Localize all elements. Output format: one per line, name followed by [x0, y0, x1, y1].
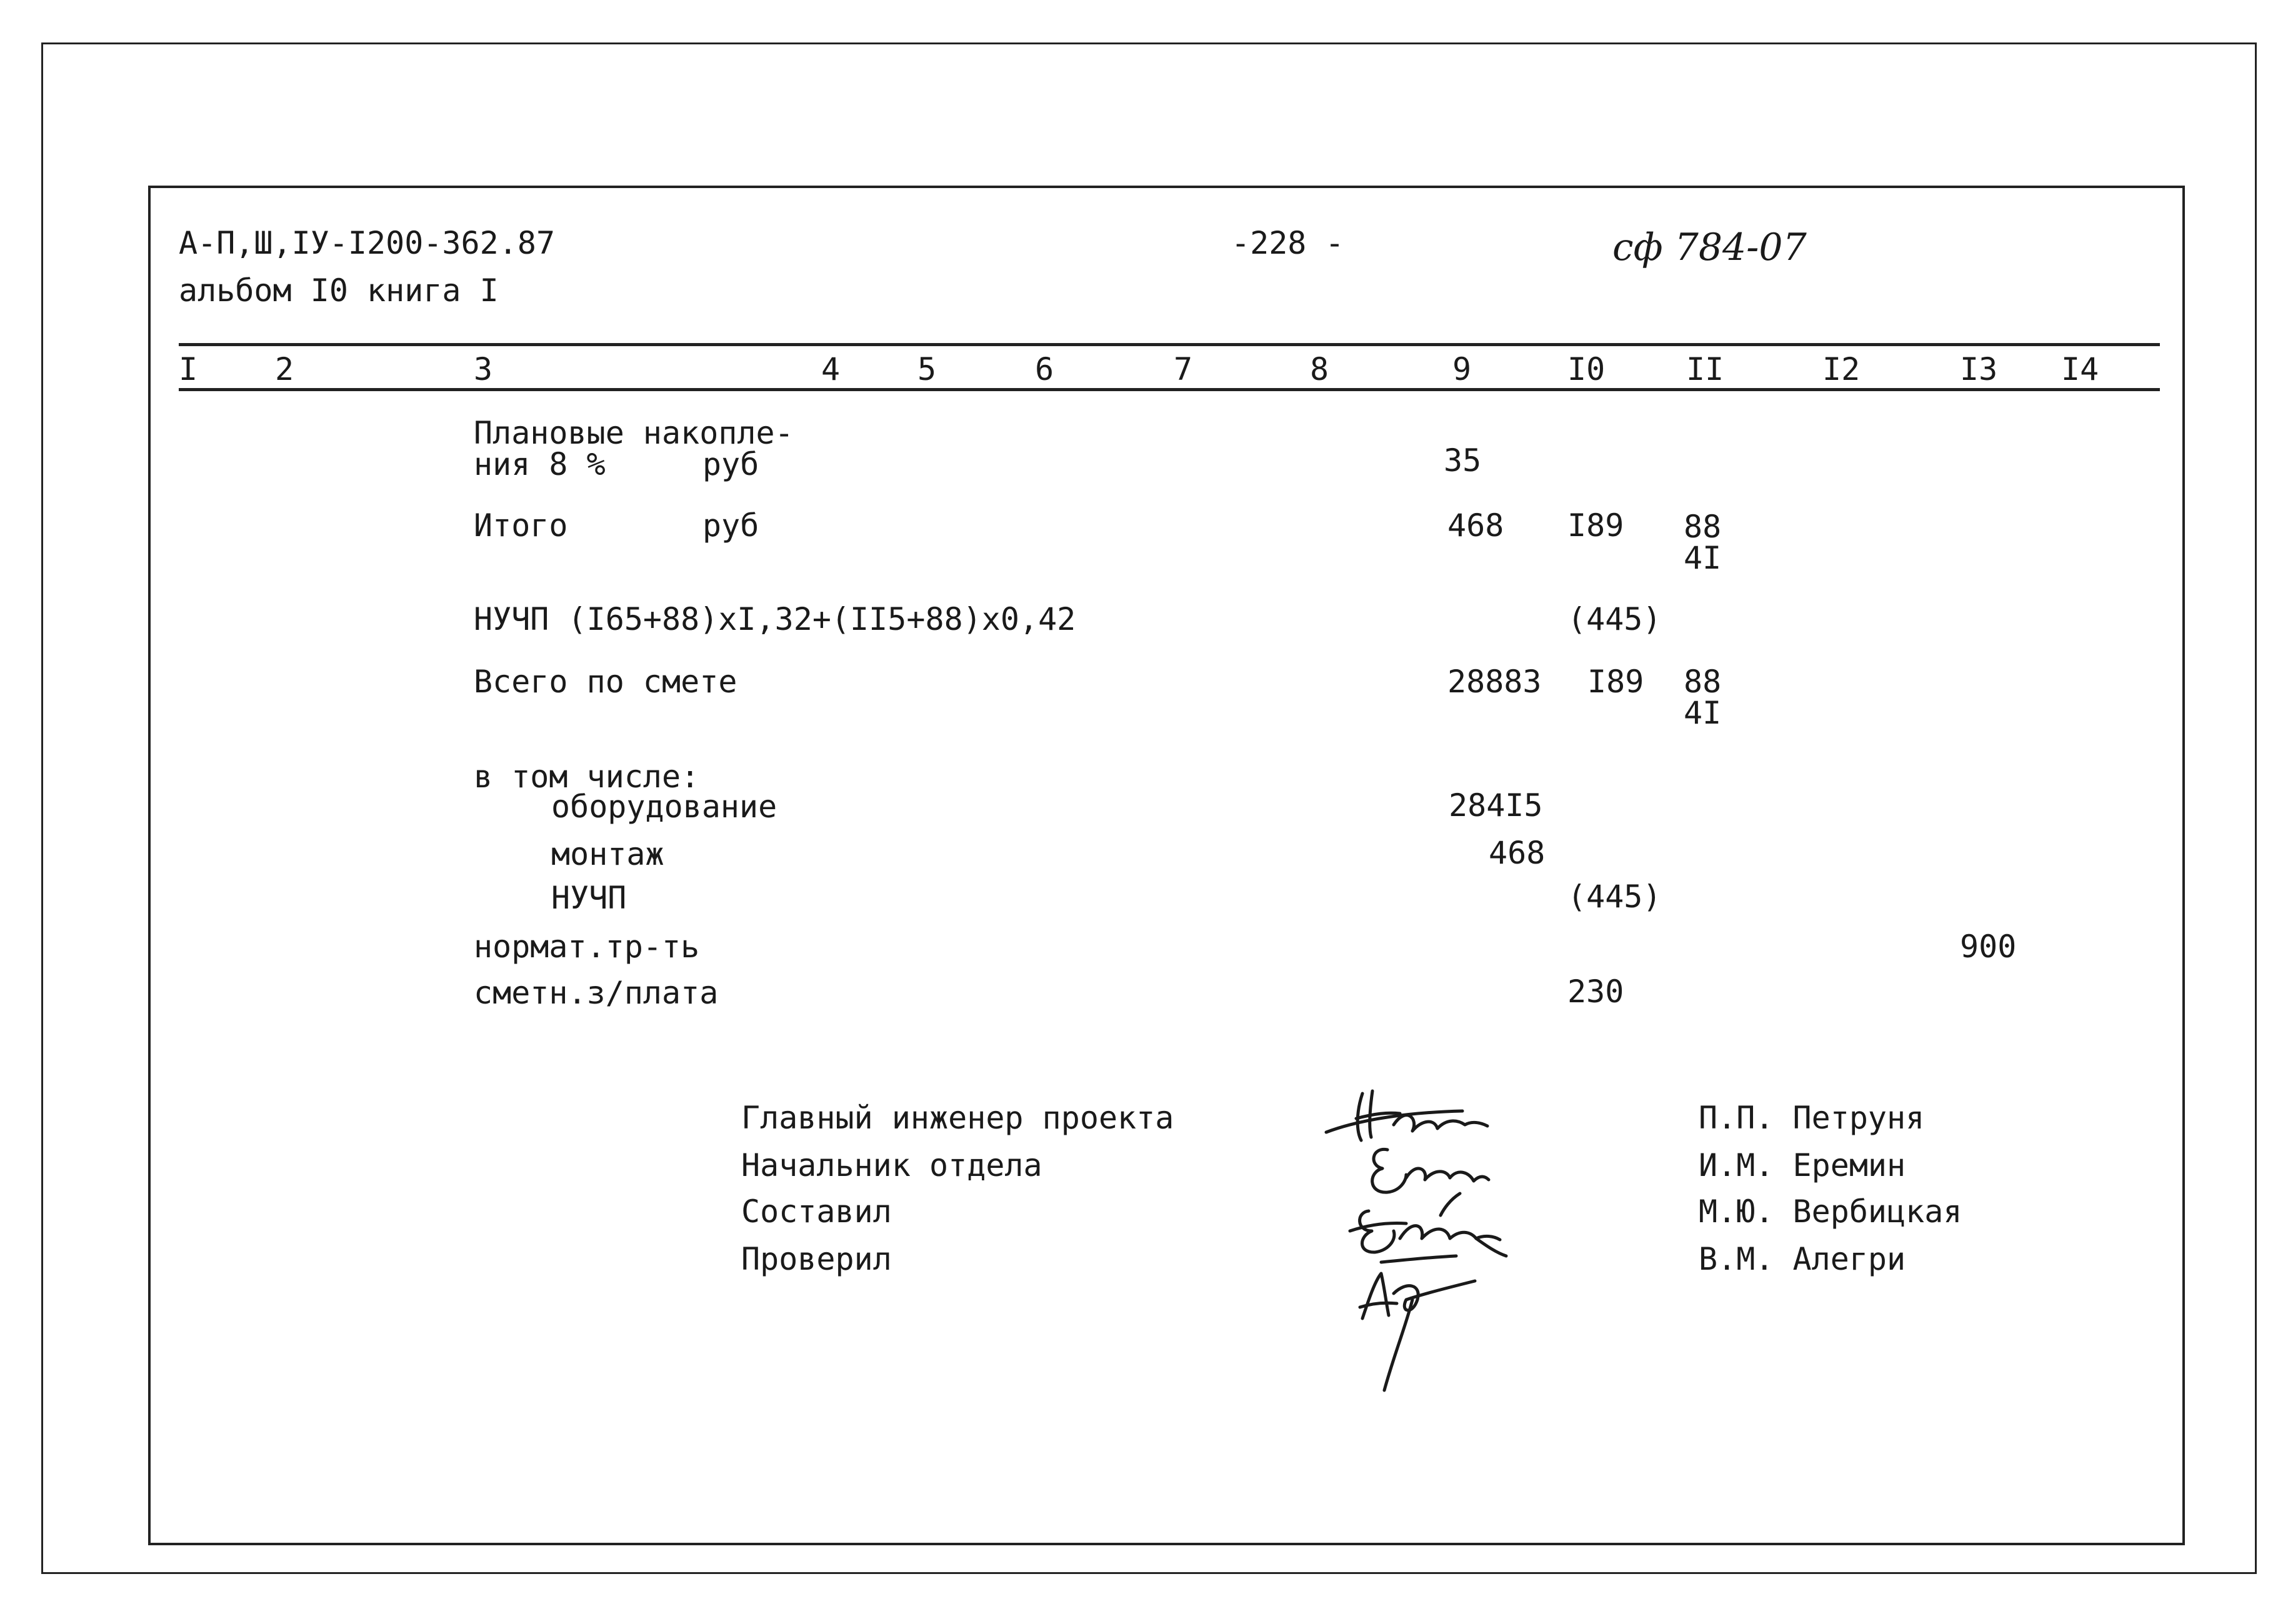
grand-total-col10: I89 — [1587, 664, 1644, 700]
column-number: 9 — [1452, 351, 1472, 387]
column-number: 6 — [1035, 351, 1054, 387]
signature-name: П.П. Петруня — [1699, 1100, 1925, 1136]
planned-col9: 35 — [1444, 442, 1482, 479]
grand-total-col11-top: 88 — [1684, 664, 1722, 700]
equipment-label: оборудование — [551, 789, 777, 825]
grand-total-col9: 28883 — [1447, 664, 1542, 700]
planned-unit: руб — [702, 446, 759, 482]
handwritten-signatures — [1312, 1075, 1575, 1400]
column-number: 4 — [821, 351, 841, 387]
column-header-top-rule — [179, 343, 2160, 346]
column-number: 2 — [275, 351, 294, 387]
mounting-col9: 468 — [1489, 835, 1546, 871]
column-number: I — [179, 351, 198, 387]
signature-name: В.М. Алегри — [1699, 1241, 1906, 1277]
total-label: Итого — [474, 507, 568, 544]
equipment-col9: 284I5 — [1449, 787, 1543, 824]
planned-label-line1: Плановые накопле- — [474, 415, 794, 451]
grand-total-label: Всего по смете — [474, 664, 737, 700]
nuchp-col10-2: (445) — [1567, 879, 1662, 915]
total-col9: 468 — [1447, 507, 1504, 544]
column-number: I4 — [2061, 351, 2099, 387]
signature-name: И.М. Еремин — [1699, 1147, 1906, 1183]
labor-label: нормат.тр-ть — [474, 929, 700, 965]
column-number: II — [1686, 351, 1724, 387]
wage-col10: 230 — [1567, 974, 1624, 1010]
column-number: 3 — [474, 351, 493, 387]
column-header-bottom-rule — [179, 388, 2160, 391]
signature-role: Главный инженер проекта — [741, 1100, 1174, 1136]
signature-role: Составил — [741, 1193, 892, 1230]
column-number: 8 — [1310, 351, 1329, 387]
column-number: 5 — [917, 351, 937, 387]
total-col11-bottom: 4I — [1684, 540, 1722, 576]
column-number: I0 — [1567, 351, 1606, 387]
nuchp-col10: (445) — [1567, 601, 1662, 637]
grand-total-col11-bottom: 4I — [1684, 695, 1722, 731]
labor-col13: 900 — [1960, 929, 2017, 965]
signature-name: М.Ю. Вербицкая — [1699, 1193, 1962, 1230]
nuchp-formula: НУЧП (I65+88)xI,32+(II5+88)x0,42 — [474, 601, 1076, 637]
column-number: I3 — [1960, 351, 1998, 387]
handwritten-stamp: сф 784-07 — [1612, 226, 1807, 269]
nuchp-label: НУЧП — [551, 880, 627, 916]
album-book: альбом I0 книга I — [179, 272, 499, 309]
total-col11-top: 88 — [1684, 509, 1722, 545]
total-unit: руб — [702, 507, 759, 544]
planned-label-line2: ния 8 % — [474, 446, 606, 482]
total-col10: I89 — [1567, 507, 1624, 544]
column-number: I2 — [1822, 351, 1861, 387]
including-label: в том числе: — [474, 759, 700, 795]
document-code: А-П,Ш,IУ-I200-362.87 — [179, 225, 556, 261]
page-number: -228 - — [1231, 225, 1344, 261]
signature-role: Начальник отдела — [741, 1147, 1042, 1183]
signature-role: Проверил — [741, 1241, 892, 1277]
wage-label: сметн.з/плата — [474, 975, 719, 1011]
mounting-label: монтаж — [551, 836, 664, 872]
column-number: 7 — [1174, 351, 1193, 387]
